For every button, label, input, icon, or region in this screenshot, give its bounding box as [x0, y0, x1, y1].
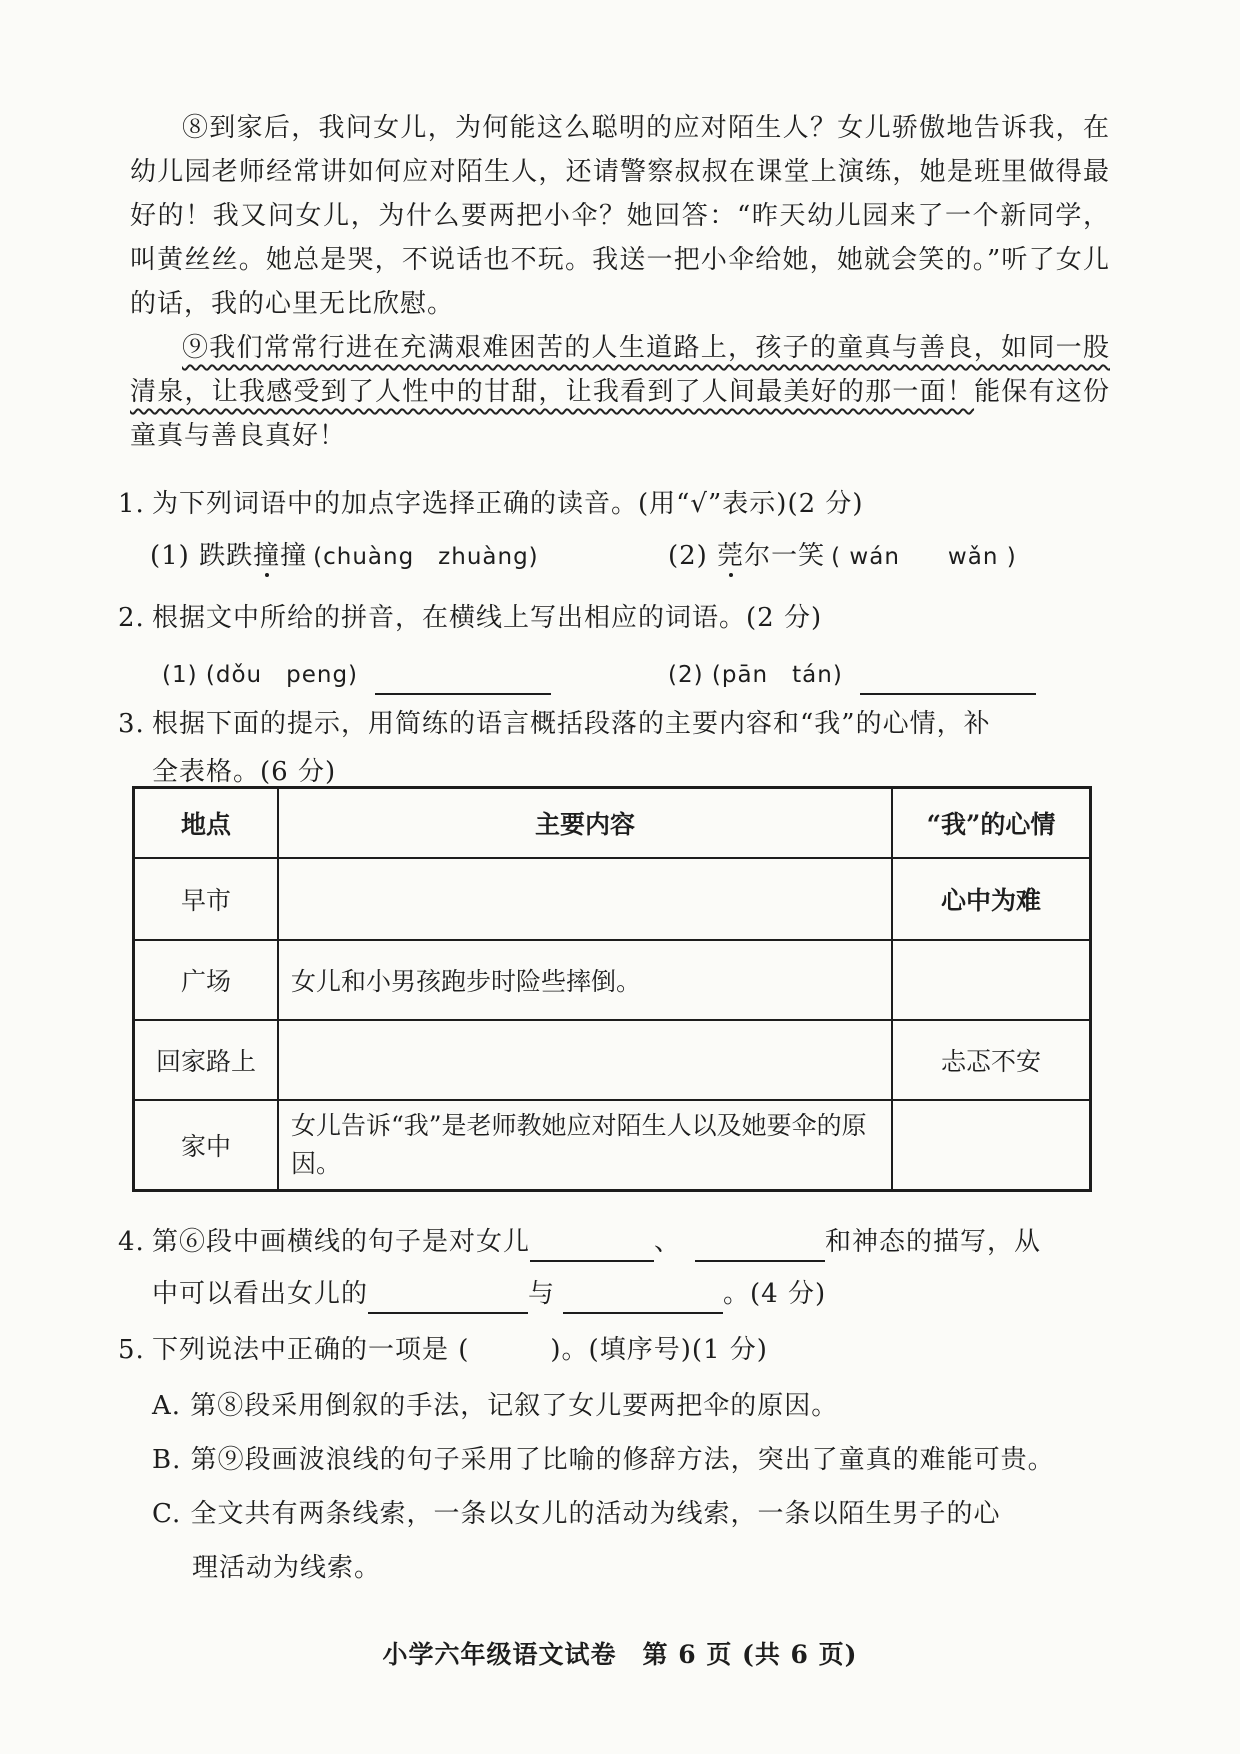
cell-mood: 忐忑不安	[892, 1020, 1091, 1100]
pronunciation-options: (chuàng zhuàng)	[313, 544, 539, 570]
answer-blank[interactable]	[375, 665, 551, 695]
answer-blank[interactable]	[530, 1232, 654, 1262]
answer-blank[interactable]	[860, 665, 1036, 695]
table-row	[134, 858, 1091, 940]
table-row	[134, 1100, 1091, 1191]
question-4-line-1: 4. 第⑥段中画横线的句子是对女儿 、 和神态的描写，从	[118, 1222, 1041, 1262]
summary-table	[132, 786, 1092, 1192]
question-4-line-2: 中可以看出女儿的 与 。(4 分)	[152, 1274, 826, 1314]
paragraph-9-ending: 能保有这份童真与善良真好！	[130, 377, 1110, 451]
question-5-stem: 5. 下列说法中正确的一项是 ( )。(填序号)(1 分)	[118, 1335, 768, 1365]
answer-blank[interactable]	[695, 1232, 825, 1262]
option-c-line-2: 理活动为线索。	[192, 1553, 382, 1583]
header-place: 地点	[134, 788, 279, 859]
cell-mood[interactable]	[892, 940, 1091, 1020]
option-b[interactable]: B. 第⑨段画波浪线的句子采用了比喻的修辞方法，突出了童真的难能可贵。	[152, 1445, 1055, 1475]
paragraph-8: ⑧到家后，我问女儿，为何能这么聪明的应对陌生人？女儿骄傲地告诉我，在幼儿园老师经常讲如何应对陌生人，还请警察叔叔在课堂上演练，她是班里做得最好的！我又问女儿，为什么要两把小伞？她回答：“昨天幼儿园来了一个新同学，叫黄丝丝。她总是哭，不说话也不玩。我送一把小伞给她，她就会笑的。”听了女儿的话，我的心里无比欣慰。	[130, 113, 1110, 319]
cell-content: 女儿告诉“我”是老师教她应对陌生人以及她要伞的原因。	[278, 1100, 892, 1191]
answer-blank[interactable]	[563, 1284, 723, 1314]
option-c[interactable]: C. 全文共有两条线索，一条以女儿的活动为线索，一条以陌生男子的心	[152, 1499, 1001, 1529]
question-2-item-2: (2) (pān tán)	[668, 654, 1036, 695]
answer-blank[interactable]	[368, 1284, 528, 1314]
question-1-item-1: (1) 跌跌撞撞 (chuàng zhuàng)	[150, 541, 539, 571]
table-row	[134, 1020, 1091, 1100]
question-3-stem: 3. 根据下面的提示，用简练的语言概括段落的主要内容和“我”的心情，补	[118, 709, 991, 739]
question-2-stem: 2. 根据文中所给的拼音，在横线上写出相应的词语。(2 分)	[118, 603, 823, 633]
table-header-row	[134, 788, 1091, 859]
cell-content[interactable]	[278, 1020, 892, 1100]
cell-place: 早市	[134, 858, 279, 940]
cell-place: 家中	[134, 1100, 279, 1191]
question-1-stem: 1. 为下列词语中的加点字选择正确的读音。(用“√”表示)(2 分)	[118, 489, 864, 519]
question-3-stem-line-2: 全表格。(6 分)	[152, 757, 337, 787]
cell-place: 广场	[134, 940, 279, 1020]
paragraph-9	[130, 326, 1110, 458]
cell-place: 回家路上	[134, 1020, 279, 1100]
cell-mood[interactable]	[892, 1100, 1091, 1191]
dotted-character: 莞	[717, 541, 745, 571]
dotted-character: 撞	[253, 541, 281, 571]
cell-mood: 心中为难	[892, 858, 1091, 940]
header-content: 主要内容	[278, 788, 892, 859]
question-2-item-1: (1) (dǒu peng)	[162, 654, 551, 695]
question-1-item-2: (2) 莞尔一笑 ( wán wǎn )	[668, 541, 1017, 571]
pronunciation-options: ( wán wǎn )	[831, 544, 1017, 570]
cell-content: 女儿和小男孩跑步时险些摔倒。	[278, 940, 892, 1020]
wavy-underlined-sentence: ⑨我们常常行进在充满艰难困苦的人生道路上，孩子的童真与善良，如同一股清泉，让我感受到了人性中的甘甜，让我看到了人间最美好的那一面！	[130, 333, 1110, 407]
cell-content[interactable]	[278, 858, 892, 940]
header-mood: “我”的心情	[892, 788, 1091, 859]
table-row	[134, 940, 1091, 1020]
page-footer: 小学六年级语文试卷 第 6 页 (共 6 页)	[382, 1640, 858, 1669]
option-a[interactable]: A. 第⑧段采用倒叙的手法，记叙了女儿要两把伞的原因。	[152, 1391, 839, 1421]
